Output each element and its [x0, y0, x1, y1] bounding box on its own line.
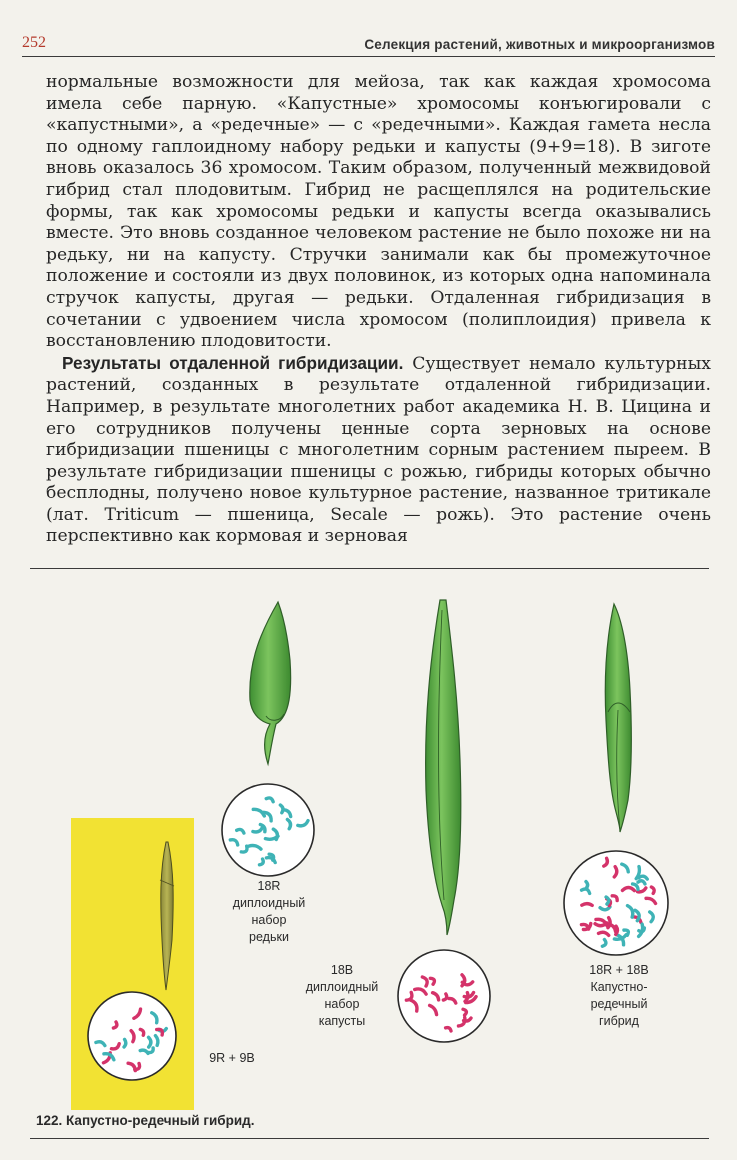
sterile-pod-icon	[160, 842, 174, 990]
section-heading: Результаты отдаленной гибридизации.	[62, 352, 404, 373]
paragraph-results-text: Существует немало культурных растений, созданных в результате отдаленной гибридизации. Например, в результате многолетних работ академика Н. В. Цицина и его сотрудников получены ценные сорта зерновых на основе гибридизации пшеницы с многолетним сорным растением пыреем. В результате гибридизации пшеницы с рожью, гибриды которых обычно бесплодны, получено новое культурное растение, названное тритикале (лат. Triticum — пшеница, Secale — рожь). Это растение очень перспективно как кормовая и зерновая	[46, 353, 711, 547]
cabbage-pod-icon	[426, 600, 461, 935]
hybrid-pod-icon	[605, 604, 631, 832]
chromosome	[124, 1039, 126, 1047]
chromosome	[586, 882, 588, 889]
sterile-label: 9R + 9B	[209, 1051, 255, 1065]
paragraph-meiosis: нормальные возможности для мейоза, так как каждая хромосома имела себе парную. «Капустные» хромосомы конъюгировали с «капустными», а «редечные» — с «редечными». Каждая гамета несла по одному гаплоидному набору редьки и капусты (9+9=18). В зиготе вновь оказалось 36 хромосом. Таким образом, полученный межвидовой гибрид стал плодовитым. Гибрид не расщеплялся на родительские формы, так как хромосомы редьки и капусты всегда оказывались вместе. Это вновь созданное человеком растение не было похоже ни на редьку, ни на капусту. Стручки занимали как бы промежуточное положение и состояли из двух половинок, из которых одна напоминала стручок капусты, другая — редьки. Отдаленная гибридизация в сочетании с удвоением числа хромосом (полиплоидия) привела к восстановлению плодовитости.	[46, 72, 711, 352]
page-number: 252	[22, 34, 46, 51]
figure-bottom-rule	[30, 1138, 709, 1139]
figure-caption: 122. Капустно-редечный гибрид.	[36, 1113, 255, 1128]
radish-label: 18R диплоидный набор редьки	[232, 879, 306, 944]
radish-pod-icon	[250, 602, 291, 764]
cabbage-label: 18B диплоидный набор капусты	[305, 963, 379, 1028]
running-title: Селекция растений, животных и микроорганизмов	[364, 37, 715, 52]
hybrid-label: 18R + 18B Капустно- редечный гибрид	[589, 963, 649, 1028]
chromosome	[582, 904, 592, 906]
